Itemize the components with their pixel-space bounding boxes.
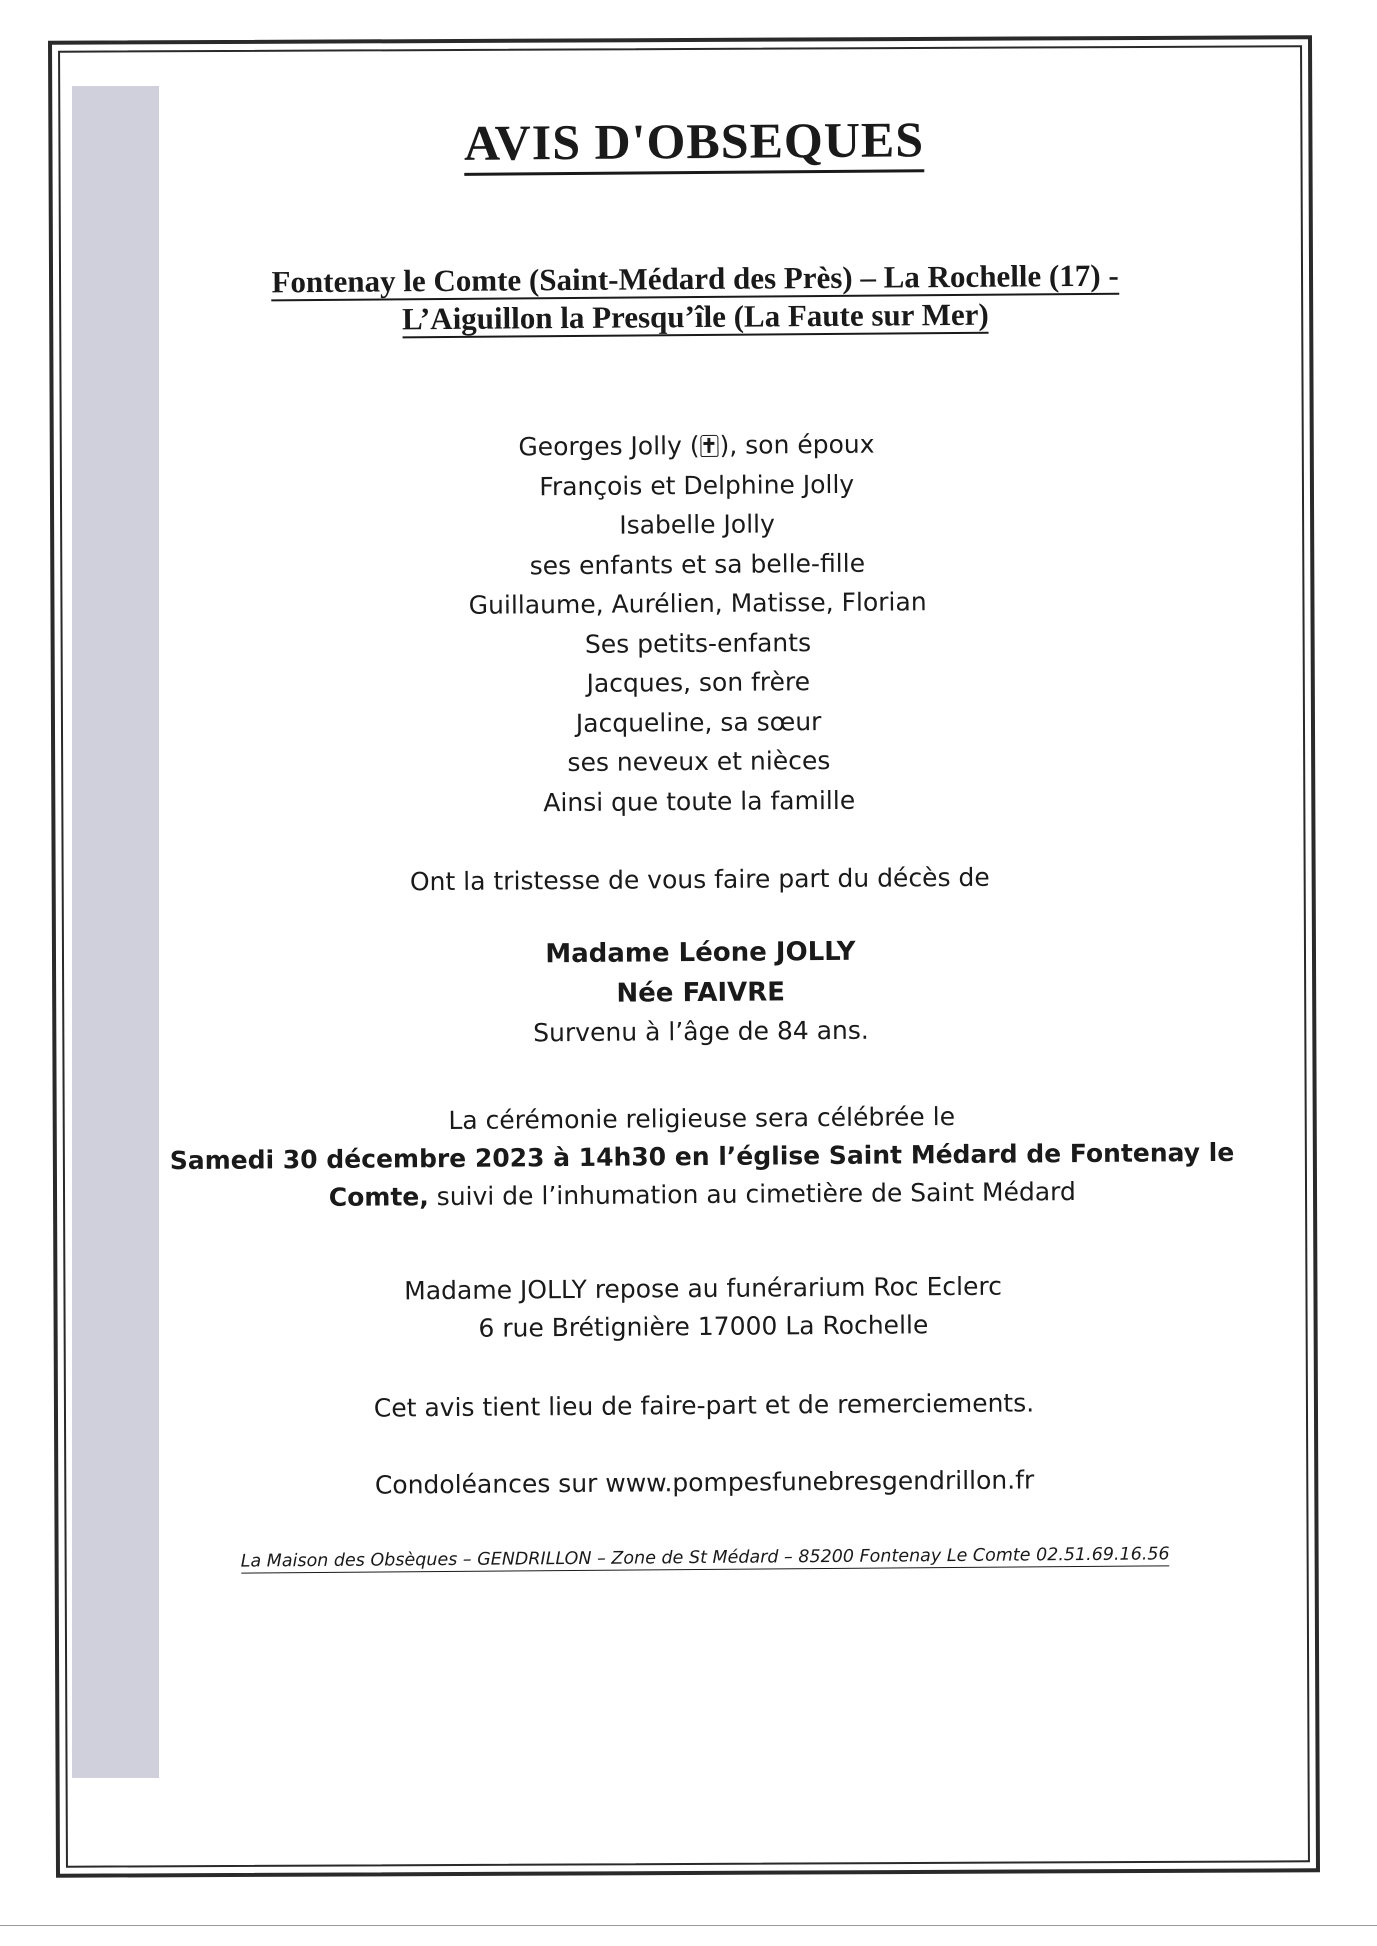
family-line: Isabelle Jolly — [619, 509, 775, 540]
notice-title — [144, 108, 1244, 175]
deceased-age: Survenu à l’âge de 84 ans. — [533, 1015, 869, 1048]
family-line: Jacqueline, sa sœur — [575, 706, 822, 738]
ceremony-line-3: Comte, suivi de l’inhumation au cimetière de Saint Médard — [328, 1177, 1076, 1212]
page-edge-line — [0, 1925, 1377, 1926]
deceased-block — [150, 929, 1251, 1056]
ceremony-line-2: Samedi 30 décembre 2023 à 14h30 en l’église Saint Médard de Fontenay le — [169, 1137, 1235, 1176]
ceremony-line-1: La cérémonie religieuse sera célébrée le — [448, 1102, 956, 1135]
family-line: Guillaume, Aurélien, Matisse, Florian — [468, 587, 927, 620]
deceased-maiden-name: Née FAIVRE — [616, 977, 786, 1009]
cross-icon — [700, 435, 718, 457]
location-line-1: Fontenay le Comte (Saint-Médard des Près) – La Rochelle (17) - — [271, 257, 1119, 300]
family-line: ses neveux et nièces — [567, 745, 831, 778]
funeral-home-block — [153, 1266, 1254, 1351]
family-list — [146, 422, 1249, 826]
condolences-text: Condoléances sur www.pompesfunebresgendrillon.fr — [374, 1465, 1035, 1500]
family-line-husband: Georges Jolly ( ), son époux — [518, 429, 875, 462]
location-line-2: L’Aiguillon la Presqu’île (La Faute sur Mer) — [401, 296, 989, 337]
family-line: Ses petits-enfants — [584, 627, 812, 659]
funeral-home-address: 6 rue Brétignière 17000 La Rochelle — [478, 1310, 929, 1343]
funeral-home-line-1: Madame JOLLY repose au funérarium Roc Eclerc — [404, 1271, 1003, 1306]
notice-title-text: AVIS D'OBSEQUES — [464, 111, 925, 176]
ceremony-block — [152, 1096, 1253, 1219]
family-line: François et Delphine Jolly — [539, 469, 855, 501]
notice-statement: Cet avis tient lieu de faire-part et de remerciements. — [373, 1388, 1035, 1423]
intro-text: Ont la tristesse de vous faire part du décès de — [409, 862, 990, 897]
family-line: ses enfants et sa belle-fille — [529, 548, 866, 580]
family-line: Ainsi que toute la famille — [543, 785, 856, 817]
family-line: Jacques, son frère — [586, 667, 811, 698]
footer-text: La Maison des Obsèques – GENDRILLON – Zone de St Médard – 85200 Fontenay Le Comte 02.51.69.16.56 — [240, 1544, 1170, 1572]
deceased-name: Madame Léone JOLLY — [545, 936, 856, 970]
location-heading — [145, 256, 1246, 341]
